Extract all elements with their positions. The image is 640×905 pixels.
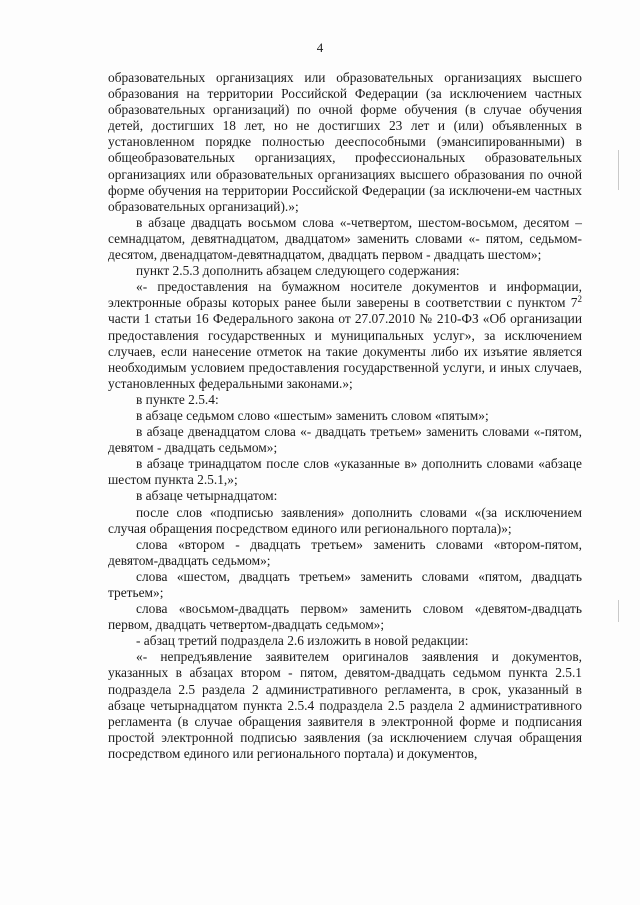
paragraph: в пункте 2.5.4: xyxy=(136,391,219,407)
paragraph: в абзаце двадцать восьмом слова «-четвертом, шестом-восьмом, десятом – семнадцатом, девятнадцатом, двадцатом» заменить словами «- пятом, седьмом-десятом, двенадцатом-девятнадцатом, двадцать первом - двадцать шестом»; xyxy=(108,214,582,263)
paragraph: после слов «подписью заявления» дополнить словами «(за исключением случая обращения посредством единого или регионального портала)»; xyxy=(108,504,582,536)
paragraph-text: части 1 статьи 16 Федерального закона от 27.07.2010 № 210-ФЗ «Об организации предоставления государственных и муниципальных услуг», за исключением случаев, если нанесение отметок на такие документы либо их изъятие является необходимым условием предоставления государственной услуги, и иных случаев, установленных федеральными законами.»; xyxy=(108,311,582,391)
scan-artifact xyxy=(618,600,619,622)
paragraph xyxy=(108,279,582,392)
paragraph: пункт 2.5.3 дополнить абзацем следующего содержания: xyxy=(136,263,460,279)
paragraph: слова «шестом, двадцать третьем» заменить словами «пятом, двадцать третьем»; xyxy=(108,568,582,600)
paragraph: - абзац третий подраздела 2.6 изложить в новой редакции: xyxy=(136,633,469,649)
paragraph: в абзаце двенадцатом слова «- двадцать третьем» заменить словами «-пятом, девятом - двадцать седьмом»; xyxy=(108,424,582,456)
superscript: 2 xyxy=(577,294,582,305)
page-number: 4 xyxy=(316,40,324,55)
paragraph: «- непредъявление заявителем оригиналов заявления и документов, указанных в абзацах втором - пятом, девятом-двадцать седьмом пункта 2.5.1 подраздела 2.5 раздела 2 административного регламента, в срок, указанный в абзаце четырнадцатом пункта 2.5.4 подраздела 2.5 раздела 2 административного регламента (в случае обращения заявителя в электронной форме и подписания простой электронной подписью заявления (за исключением случая обращения посредством единого или регионального портала) и документов, xyxy=(108,649,582,761)
paragraph: в абзаце тринадцатом после слов «указанные в» дополнить словами «абзаце шестом пункта 2.5.1,»; xyxy=(108,456,582,488)
paragraph: в абзаце четырнадцатом: xyxy=(136,488,278,504)
document-body xyxy=(108,70,582,762)
paragraph: слова «восьмом-двадцать первом» заменить словом «девятом-двадцать первом, двадцать четвертом-двадцать седьмом»; xyxy=(108,601,582,633)
paragraph-text: «- предоставления на бумажном носителе документов и информации, электронные образы которых ранее были заверены в соответствии с пунктом 7 xyxy=(108,279,582,311)
paragraph: слова «втором - двадцать третьем» заменить словами «втором-пятом, девятом-двадцать седьмом»; xyxy=(108,536,582,568)
scan-artifact xyxy=(618,150,619,190)
paragraph: образовательных организациях или образовательных организациях высшего образования на территории Российской Федерации (за исключением частных образовательных организаций) по очной форме обучения (в случае обучения детей, достигших 18 лет, но не достигших 23 лет и (или) объявленных в установленном порядке полностью дееспособными (эмансипированными) в общеобразовательных организациях, профессиональных образовательных организациях или образовательных организациях высшего образования по очной форме обучения на территории Российской Федерации (за исключени-ем частных образовательных организаций).»; xyxy=(108,70,582,214)
paragraph: в абзаце седьмом слово «шестым» заменить словом «пятым»; xyxy=(136,407,489,423)
